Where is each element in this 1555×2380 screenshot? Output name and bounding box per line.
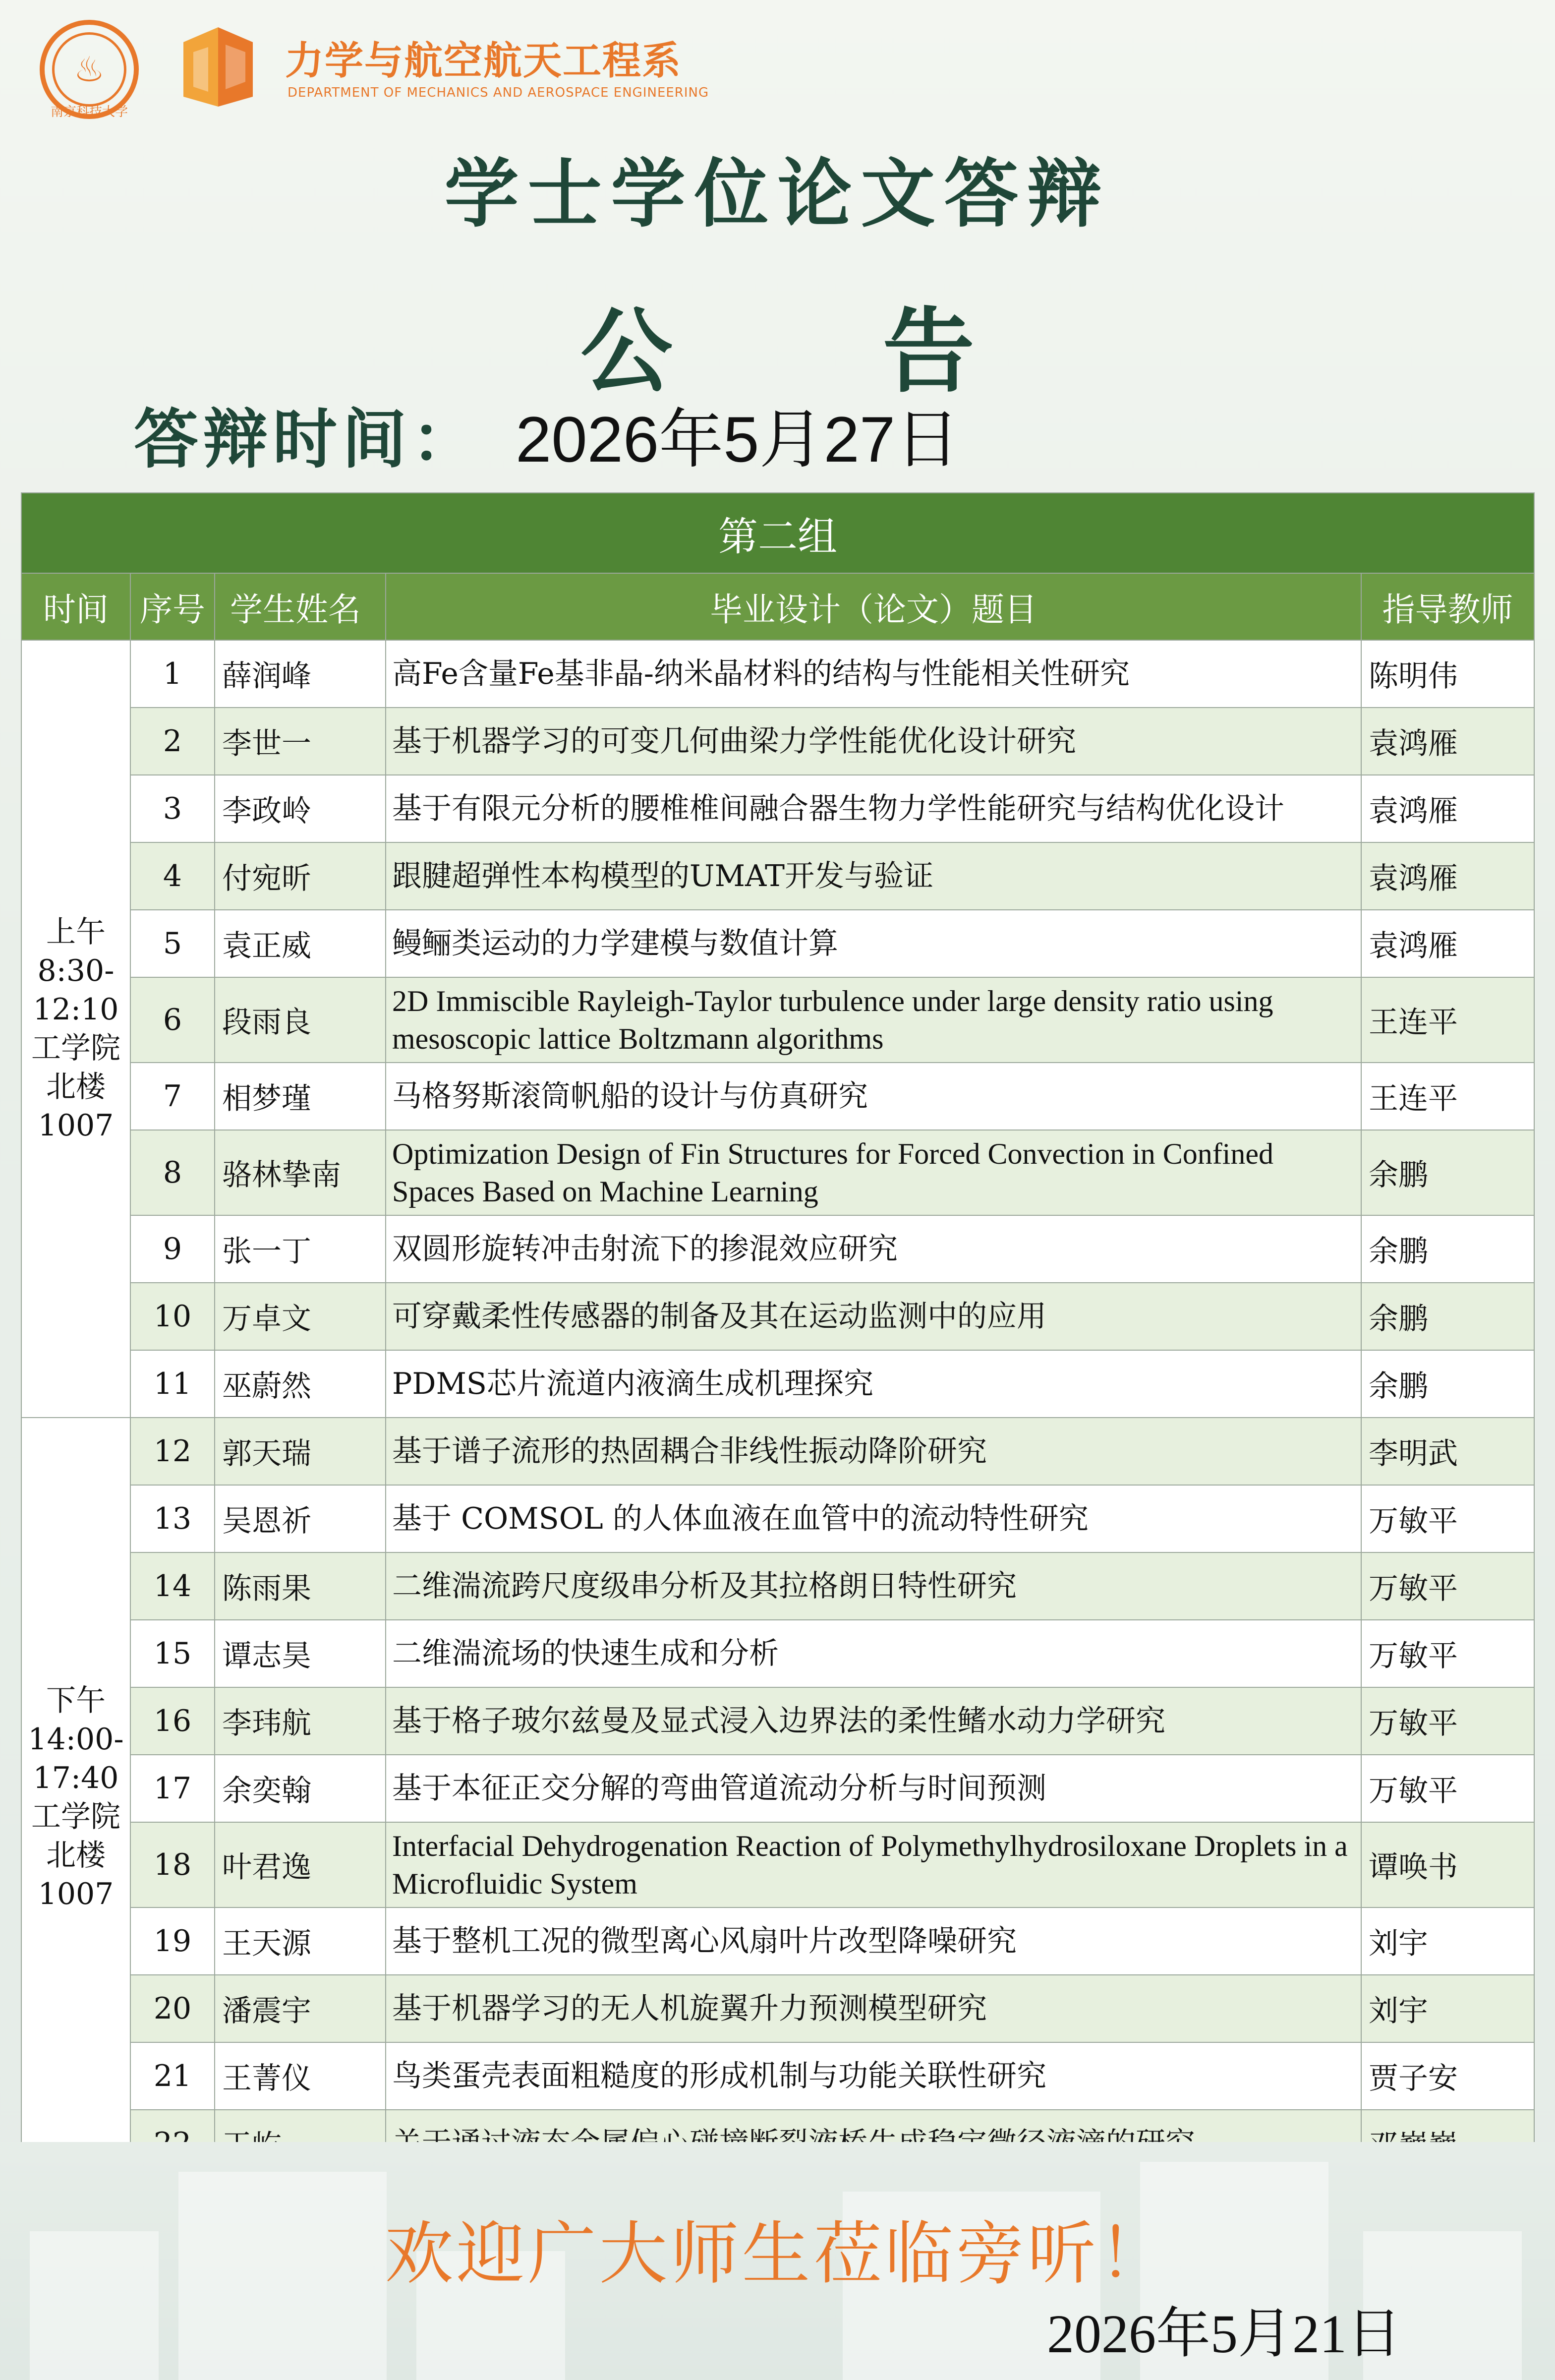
advisor-name: 余鹏 (1361, 1283, 1534, 1350)
table-row (21, 640, 1534, 708)
student-name: 谭志昊 (215, 1620, 386, 1687)
session-line: 北楼 (46, 1838, 106, 1873)
student-name: 王天源 (215, 1907, 386, 1975)
advisor-name: 袁鸿雁 (1361, 910, 1534, 977)
thesis-topic (386, 1822, 1361, 1907)
thesis-topic: 基于 COMSOL 的人体血液在血管中的流动特性研究 (386, 1485, 1361, 1552)
row-index: 14 (130, 1552, 215, 1620)
session-time-cell (21, 1418, 130, 2177)
advisor-name: 谭唤书 (1361, 1822, 1534, 1907)
table-row (21, 977, 1534, 1063)
header-time: 时间 (21, 573, 130, 640)
thesis-topic: 基于整机工况的微型离心风扇叶片改型降噪研究 (386, 1907, 1361, 1975)
student-name: 李世一 (215, 708, 386, 775)
row-index: 10 (130, 1283, 215, 1350)
page-header (0, 0, 1555, 129)
table-row (21, 775, 1534, 842)
student-name: 薛润峰 (215, 640, 386, 708)
notice-title: 公 告 (580, 298, 1064, 405)
defense-time-value: 2026年5月27日 (516, 403, 960, 476)
advisor-name: 陈明伟 (1361, 640, 1534, 708)
student-name: 王菁仪 (215, 2042, 386, 2110)
row-index: 20 (130, 1975, 215, 2042)
advisor-name: 王连平 (1361, 1063, 1534, 1130)
student-name: 张一丁 (215, 1215, 386, 1283)
student-name: 袁正威 (215, 910, 386, 977)
defense-time (134, 397, 960, 477)
department-name: 力学与航空航天工程系 (285, 39, 682, 83)
row-index: 2 (130, 708, 215, 775)
session-line: 下午 (46, 1683, 106, 1718)
thesis-topic: 鳗鲡类运动的力学建模与数值计算 (386, 910, 1361, 977)
defense-time-label: 答辩时间： (134, 401, 481, 477)
department-logo (178, 22, 258, 112)
student-name: 叶君逸 (215, 1822, 386, 1907)
advisor-name: 余鹏 (1361, 1350, 1534, 1418)
header-advisor: 指导教师 (1361, 573, 1534, 640)
group-title: 第二组 (21, 493, 1534, 573)
student-name: 余奕翰 (215, 1755, 386, 1822)
session-line: 8:30- (37, 953, 115, 988)
advisor-name: 袁鸿雁 (1361, 708, 1534, 775)
thesis-topic: PDMS芯片流道内液滴生成机理探究 (386, 1350, 1361, 1418)
row-index: 13 (130, 1485, 215, 1552)
student-name: 骆林挚南 (215, 1130, 386, 1215)
row-index: 11 (130, 1350, 215, 1418)
row-index: 18 (130, 1822, 215, 1907)
thesis-topic: 跟腱超弹性本构模型的UMAT开发与验证 (386, 842, 1361, 910)
session-line: 上午 (46, 915, 106, 950)
row-index: 15 (130, 1620, 215, 1687)
session-line: 北楼 (46, 1070, 106, 1104)
table-row (21, 1350, 1534, 1418)
thesis-topic-text: 2D Immiscible Rayleigh-Taylor turbulence under large density ratio using mesoscopic lattice Boltzmann algorithms (392, 985, 1273, 1055)
notice-date: 2026年5月21日 (1047, 2304, 1401, 2364)
student-name: 潘震宇 (215, 1975, 386, 2042)
table-row (21, 1975, 1534, 2042)
table-header-row (21, 573, 1534, 640)
table-row (21, 1215, 1534, 1283)
thesis-topic: 鸟类蛋壳表面粗糙度的形成机制与功能关联性研究 (386, 2042, 1361, 2110)
advisor-name: 万敏平 (1361, 1485, 1534, 1552)
student-name: 万卓文 (215, 1283, 386, 1350)
student-name: 付宛昕 (215, 842, 386, 910)
thesis-topic (386, 1130, 1361, 1215)
header-topic: 毕业设计（论文）题目 (386, 573, 1361, 640)
row-index: 12 (130, 1418, 215, 1485)
row-index: 6 (130, 977, 215, 1063)
thesis-topic: 基于本征正交分解的弯曲管道流动分析与时间预测 (386, 1755, 1361, 1822)
advisor-name: 贾子安 (1361, 2042, 1534, 2110)
thesis-topic: 可穿戴柔性传感器的制备及其在运动监测中的应用 (386, 1283, 1361, 1350)
page-title: 学士学位论文答辩 (444, 151, 1111, 238)
advisor-name: 刘宇 (1361, 1907, 1534, 1975)
thesis-topic (386, 977, 1361, 1063)
student-name: 吴恩祈 (215, 1485, 386, 1552)
table-row (21, 1620, 1534, 1687)
session-line: 工学院 (31, 1799, 120, 1834)
advisor-name: 万敏平 (1361, 1620, 1534, 1687)
thesis-topic: 基于谱子流形的热固耦合非线性振动降阶研究 (386, 1418, 1361, 1485)
thesis-topic: 基于机器学习的可变几何曲梁力学性能优化设计研究 (386, 708, 1361, 775)
advisor-name: 万敏平 (1361, 1687, 1534, 1755)
row-index: 16 (130, 1687, 215, 1755)
table-row (21, 1755, 1534, 1822)
table-row (21, 1283, 1534, 1350)
seal-text: 南京科技大学 (50, 105, 128, 119)
row-index: 17 (130, 1755, 215, 1822)
welcome-message: 欢迎广大师生莅临旁听！ (385, 2214, 1170, 2294)
table-row (21, 1907, 1534, 1975)
table-row (21, 2042, 1534, 2110)
table-row (21, 708, 1534, 775)
thesis-topic: 双圆形旋转冲击射流下的掺混效应研究 (386, 1215, 1361, 1283)
thesis-topic: 二维湍流跨尺度级串分析及其拉格朗日特性研究 (386, 1552, 1361, 1620)
thesis-topic: 基于有限元分析的腰椎椎间融合器生物力学性能研究与结构优化设计 (386, 775, 1361, 842)
row-index: 1 (130, 640, 215, 708)
session-time-cell (21, 640, 130, 1418)
header-index: 序号 (130, 573, 215, 640)
table-row (21, 910, 1534, 977)
thesis-topic: 基于机器学习的无人机旋翼升力预测模型研究 (386, 1975, 1361, 2042)
advisor-name: 余鹏 (1361, 1130, 1534, 1215)
thesis-topic: 二维湍流场的快速生成和分析 (386, 1620, 1361, 1687)
student-name: 郭天瑞 (215, 1418, 386, 1485)
row-index: 8 (130, 1130, 215, 1215)
session-line: 1007 (38, 1877, 114, 1911)
advisor-name: 余鹏 (1361, 1215, 1534, 1283)
session-line: 14:00- (28, 1722, 124, 1757)
advisor-name: 袁鸿雁 (1361, 842, 1534, 910)
table-row (21, 1552, 1534, 1620)
schedule-body (21, 640, 1534, 2177)
advisor-name: 刘宇 (1361, 1975, 1534, 2042)
thesis-topic-text: Optimization Design of Fin Structures for Forced Convection in Confined Spaces Based on Machine Learning (392, 1137, 1274, 1208)
department-name-en: DEPARTMENT OF MECHANICS AND AEROSPACE ENGINEERING (288, 85, 709, 100)
session-line: 1007 (38, 1108, 114, 1143)
thesis-topic: 高Fe含量Fe基非晶-纳米晶材料的结构与性能相关性研究 (386, 640, 1361, 708)
header-student: 学生姓名 (215, 573, 386, 640)
row-index: 9 (130, 1215, 215, 1283)
table-row (21, 1822, 1534, 1907)
thesis-topic: 基于格子玻尔兹曼及显式浸入边界法的柔性鳍水动力学研究 (386, 1687, 1361, 1755)
student-name: 段雨良 (215, 977, 386, 1063)
row-index: 7 (130, 1063, 215, 1130)
session-line: 工学院 (31, 1031, 120, 1066)
schedule-table (21, 492, 1535, 2178)
thesis-topic-text: Interfacial Dehydrogenation Reaction of Polymethylhydrosiloxane Droplets in a Microfluidic System (392, 1830, 1348, 1900)
thesis-topic: 马格努斯滚筒帆船的设计与仿真研究 (386, 1063, 1361, 1130)
table-row (21, 1130, 1534, 1215)
session-line: 17:40 (33, 1761, 119, 1795)
advisor-name: 王连平 (1361, 977, 1534, 1063)
advisor-name: 袁鸿雁 (1361, 775, 1534, 842)
advisor-name: 万敏平 (1361, 1755, 1534, 1822)
row-index: 3 (130, 775, 215, 842)
table-row (21, 842, 1534, 910)
row-index: 5 (130, 910, 215, 977)
row-index: 19 (130, 1907, 215, 1975)
student-name: 李玮航 (215, 1687, 386, 1755)
table-row (21, 1485, 1534, 1552)
student-name: 李政岭 (215, 775, 386, 842)
student-name: 巫蔚然 (215, 1350, 386, 1418)
advisor-name: 万敏平 (1361, 1552, 1534, 1620)
torch-icon: ♨ (52, 32, 126, 107)
table-row (21, 1418, 1534, 1485)
student-name: 陈雨果 (215, 1552, 386, 1620)
row-index: 21 (130, 2042, 215, 2110)
session-line: 12:10 (33, 992, 119, 1027)
table-row (21, 1063, 1534, 1130)
advisor-name: 李明武 (1361, 1418, 1534, 1485)
row-index: 4 (130, 842, 215, 910)
student-name: 相梦瑾 (215, 1063, 386, 1130)
table-row (21, 1687, 1534, 1755)
